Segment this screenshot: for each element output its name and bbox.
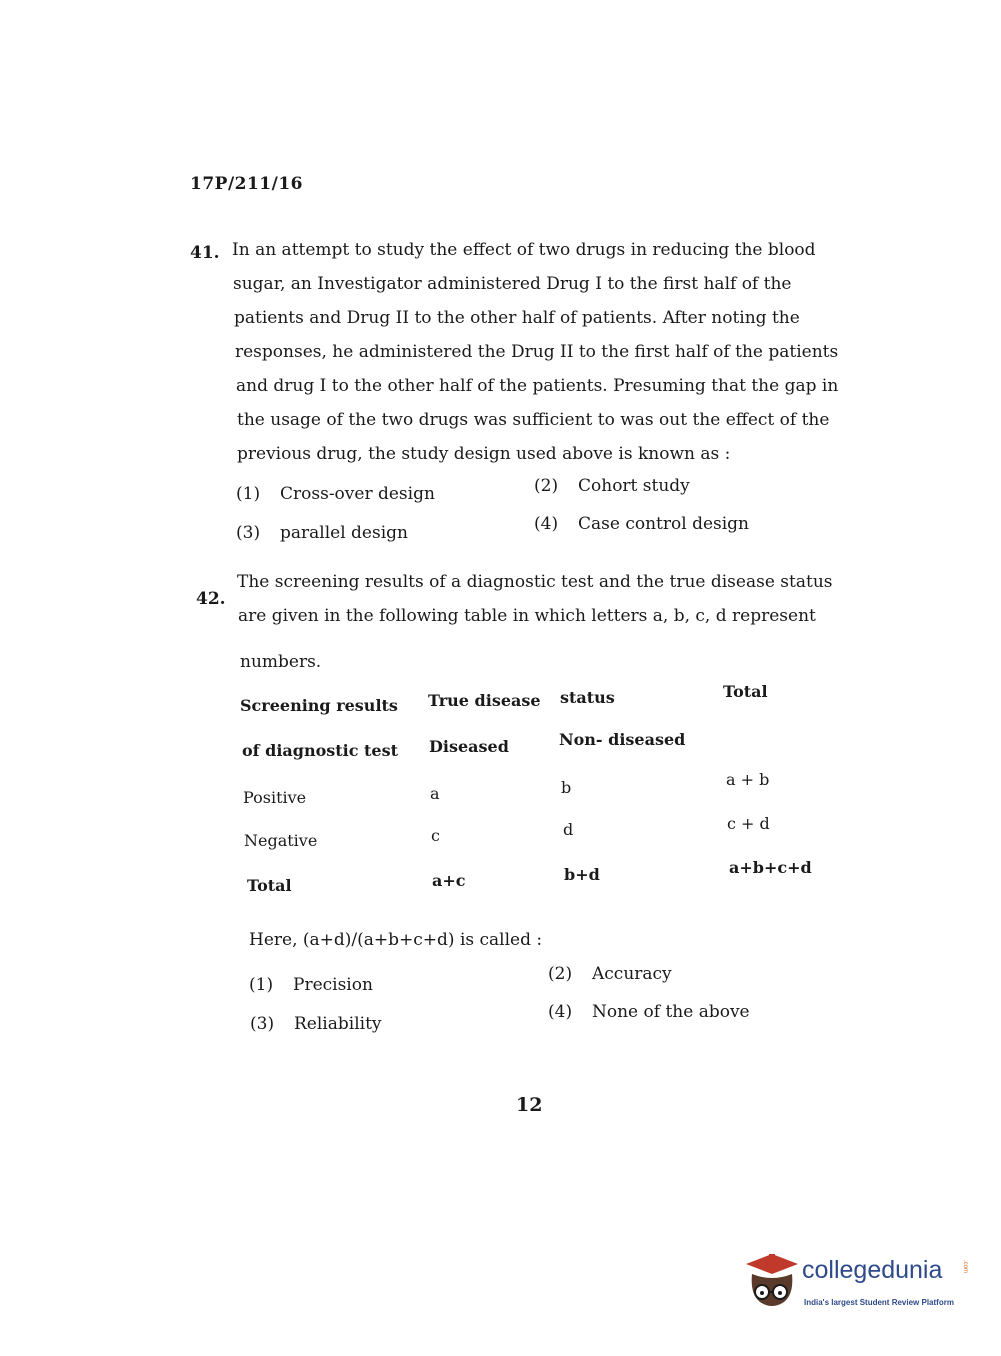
question-line: the usage of the two drugs was sufficient to was out the effect of the [237, 410, 830, 430]
logo-tagline: India's largest Student Review Platform [804, 1298, 954, 1307]
logo-suffix: .com [962, 1260, 968, 1274]
question-line: numbers. [240, 652, 322, 672]
table-header: True disease [428, 691, 541, 710]
table-cell: d [563, 820, 574, 839]
table-cell: a + b [726, 770, 770, 789]
option-4: (4) None of the above [548, 1002, 750, 1022]
question-line: In an attempt to study the effect of two drugs in reducing the blood [232, 240, 816, 260]
table-cell: a+c [432, 871, 466, 890]
table-header: Total [723, 682, 768, 701]
table-header: Screening results [240, 696, 398, 715]
table-cell: b [561, 778, 572, 797]
question-line: responses, he administered the Drug II to the first half of the patients [235, 342, 839, 362]
question-line: sugar, an Investigator administered Drug I to the first half of the [233, 274, 792, 294]
question-line: are given in the following table in which letters a, b, c, d represent [238, 606, 816, 626]
mascot-icon [742, 1250, 800, 1312]
table-cell: c + d [727, 814, 770, 833]
question-line: previous drug, the study design used above is known as : [237, 444, 731, 464]
table-cell: a+b+c+d [729, 858, 812, 877]
option-4: (4) Case control design [534, 514, 750, 534]
paper-code: 17P/211/16 [190, 174, 304, 194]
table-cell: c [431, 826, 440, 845]
option-1: (1) Precision [249, 975, 373, 995]
table-cell: b+d [564, 865, 600, 884]
question-line: The screening results of a diagnostic test and the true disease status [237, 572, 833, 592]
page-number: 12 [516, 1094, 543, 1116]
table-header: of diagnostic test [242, 741, 399, 760]
option-1: (1) Cross-over design [236, 484, 435, 504]
question-number: 42. [196, 589, 226, 609]
table-cell: a [430, 784, 440, 803]
table-cell: Positive [243, 788, 307, 807]
collegedunia-logo [742, 1250, 972, 1320]
question-number: 41. [190, 243, 220, 263]
option-2: (2) Cohort study [534, 476, 690, 496]
question-line: and drug I to the other half of the patients. Presuming that the gap in [236, 376, 839, 396]
question-line: patients and Drug II to the other half of patients. After noting the [234, 308, 800, 328]
table-cell: Negative [244, 831, 318, 850]
option-3: (3) parallel design [236, 523, 408, 543]
option-2: (2) Accuracy [548, 964, 672, 984]
table-header: Diseased [429, 737, 509, 756]
question-line: Here, (a+d)/(a+b+c+d) is called : [249, 930, 543, 950]
table-header: Non- diseased [559, 730, 686, 749]
table-cell: Total [247, 876, 292, 895]
table-header: status [560, 688, 615, 707]
option-3: (3) Reliability [250, 1014, 382, 1034]
logo-name: collegedunia [802, 1256, 943, 1284]
